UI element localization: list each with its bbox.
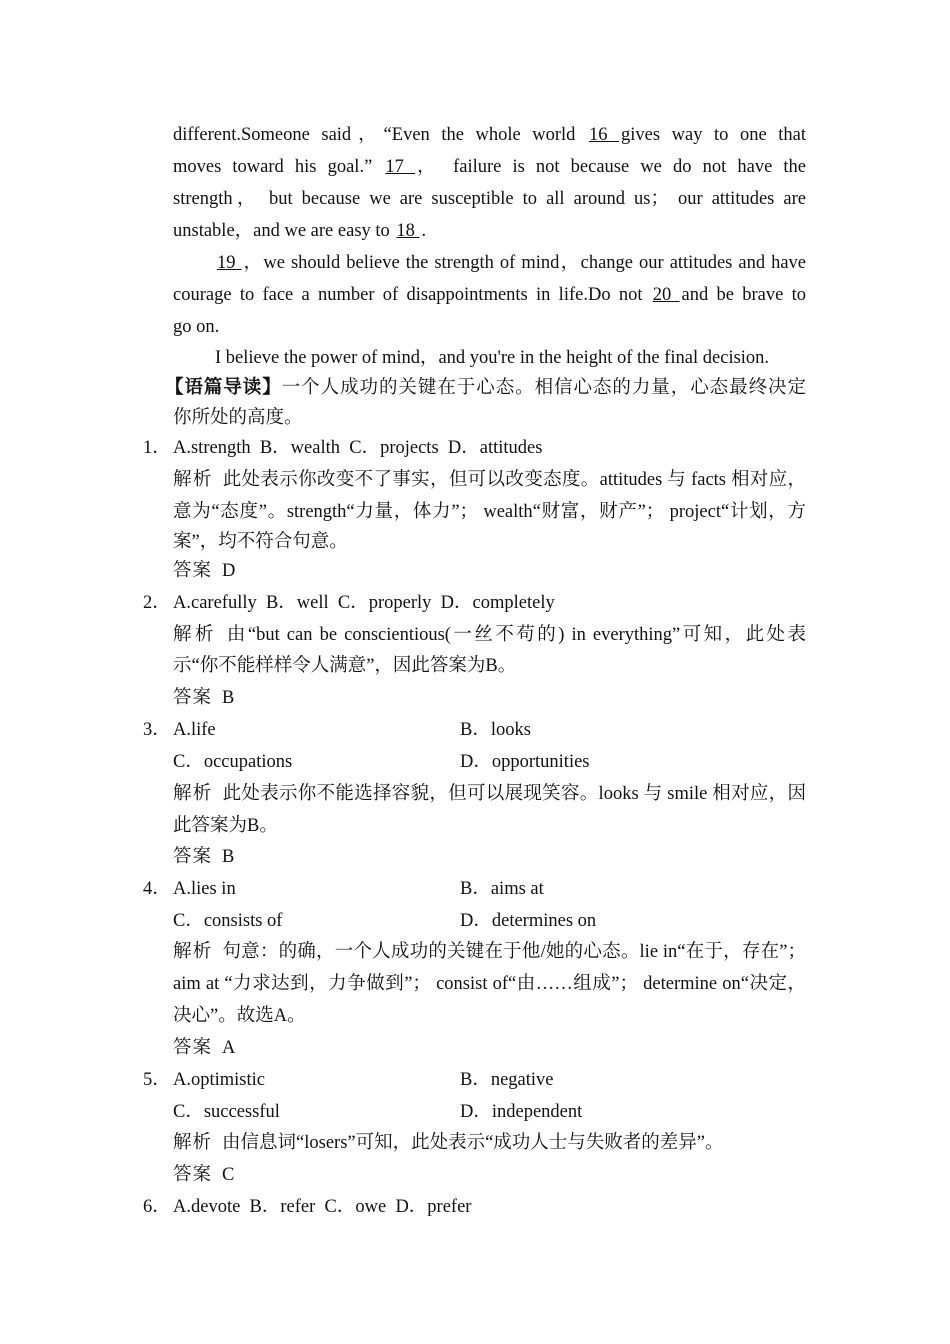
blank-18: 18 xyxy=(396,221,420,241)
analysis-line xyxy=(173,1127,724,1159)
option-a: A.lies in xyxy=(173,879,236,899)
answer-label: 答案 xyxy=(173,688,213,708)
question-number: 2． xyxy=(143,593,171,613)
analysis-label: 解析 xyxy=(173,625,217,645)
answer-value: D xyxy=(222,561,236,581)
question-number: 1． xyxy=(143,438,171,458)
passage-line xyxy=(173,151,806,183)
passage-line: go on. xyxy=(173,317,220,337)
answer-value: C xyxy=(222,1165,235,1185)
question-number: 5． xyxy=(143,1070,171,1090)
analysis-line xyxy=(173,778,806,810)
guide-text: 你所处的高度。 xyxy=(173,408,303,428)
passage-text: . xyxy=(421,221,427,241)
analysis-label: 解析 xyxy=(173,1133,213,1153)
answer-label: 答案 xyxy=(173,847,213,867)
option-b: B．looks xyxy=(460,720,531,740)
answer-label: 答案 xyxy=(173,561,213,581)
guide-label: 【语篇导读】 xyxy=(165,378,282,398)
passage-line: strength， but because we are susceptible to all around us； our attitudes are xyxy=(173,189,806,209)
analysis-line xyxy=(173,619,806,651)
answer-line xyxy=(173,555,235,587)
answer-label: 答案 xyxy=(173,1165,213,1185)
answer-line xyxy=(173,682,234,714)
passage-line xyxy=(173,215,426,247)
question-number: 3． xyxy=(143,720,171,740)
option-a: A.optimistic xyxy=(173,1070,265,1090)
answer-line xyxy=(173,841,234,873)
passage-text: gives way to one that xyxy=(621,125,806,145)
analysis-label: 解析 xyxy=(173,942,213,962)
analysis-line xyxy=(173,464,806,496)
answer-line xyxy=(173,1032,235,1064)
passage-line xyxy=(215,247,806,279)
answer-value: A xyxy=(222,1038,236,1058)
question-number: 6． xyxy=(143,1197,171,1217)
analysis-text: 由信息词“losers”可知，此处表示“成功人士与失败者的差异”。 xyxy=(222,1133,724,1153)
passage-text: different.Someone said，“Even the whole world xyxy=(173,125,587,145)
option-c: C．consists of xyxy=(173,911,283,931)
question-options: A.strength B．wealth C．projects D．attitudes xyxy=(173,438,543,458)
blank-16: 16 xyxy=(588,125,620,145)
blank-17: 17 xyxy=(385,157,415,177)
analysis-line xyxy=(173,936,806,968)
analysis-line: 此答案为B。 xyxy=(173,816,278,836)
analysis-label: 解析 xyxy=(173,470,213,490)
reading-guide xyxy=(165,372,806,404)
option-d: D．opportunities xyxy=(460,752,590,772)
question-number: 4． xyxy=(143,879,171,899)
analysis-text: 句意：的确，一个人成功的关键在于他/她的心态。lie in“在于，存在”； xyxy=(222,942,806,962)
answer-value: B xyxy=(222,847,235,867)
analysis-line: 示“你不能样样令人满意”，因此答案为B。 xyxy=(173,656,517,676)
option-d: D．independent xyxy=(460,1102,583,1122)
option-d: D．determines on xyxy=(460,911,597,931)
passage-line xyxy=(173,119,806,151)
question-options: A.devote B．refer C．owe D．prefer xyxy=(173,1197,472,1217)
passage-text: ，we should believe the strength of mind，change our attitudes and have xyxy=(243,253,807,273)
blank-19: 19 xyxy=(217,253,242,273)
option-a: A.life xyxy=(173,720,216,740)
passage-text: ， failure is not because we do not have the xyxy=(417,157,806,177)
option-b: B．negative xyxy=(460,1070,554,1090)
option-b: B．aims at xyxy=(460,879,544,899)
passage-line: I believe the power of mind，and you're in the height of the final decision. xyxy=(215,348,770,368)
option-c: C．successful xyxy=(173,1102,280,1122)
analysis-line: 意为“态度”。strength“力量，体力”； wealth“财富，财产”； project“计划，方 xyxy=(173,502,806,522)
option-c: C．occupations xyxy=(173,752,293,772)
analysis-line: aim at “力求达到，力争做到”； consist of“由……组成”； determine on“决定， xyxy=(173,974,806,994)
passage-text: unstable，and we are easy to xyxy=(173,221,395,241)
passage-text: courage to face a number of disappointments in life.Do not xyxy=(173,285,651,305)
passage-text: and be brave to xyxy=(681,285,806,305)
answer-value: B xyxy=(222,688,235,708)
passage-text: moves toward his goal.” xyxy=(173,157,384,177)
blank-20: 20 xyxy=(652,285,680,305)
answer-line xyxy=(173,1159,234,1191)
guide-text: 一个人成功的关键在于心态。相信心态的力量，心态最终决定 xyxy=(281,378,806,398)
analysis-text: 此处表示你改变不了事实，但可以改变态度。attitudes 与 facts 相对应， xyxy=(222,470,806,490)
question-options: A.carefully B．well C．properly D．completely xyxy=(173,593,555,613)
answer-label: 答案 xyxy=(173,1038,213,1058)
analysis-text: 由“but can be conscientious(一丝不苟的) in everything”可知，此处表 xyxy=(226,625,806,645)
analysis-label: 解析 xyxy=(173,784,213,804)
analysis-line: 决心”。故选A。 xyxy=(173,1006,306,1026)
passage-line xyxy=(173,279,806,311)
analysis-text: 此处表示你不能选择容貌，但可以展现笑容。looks 与 smile 相对应，因 xyxy=(222,784,806,804)
analysis-line: 案”，均不符合句意。 xyxy=(173,532,348,552)
